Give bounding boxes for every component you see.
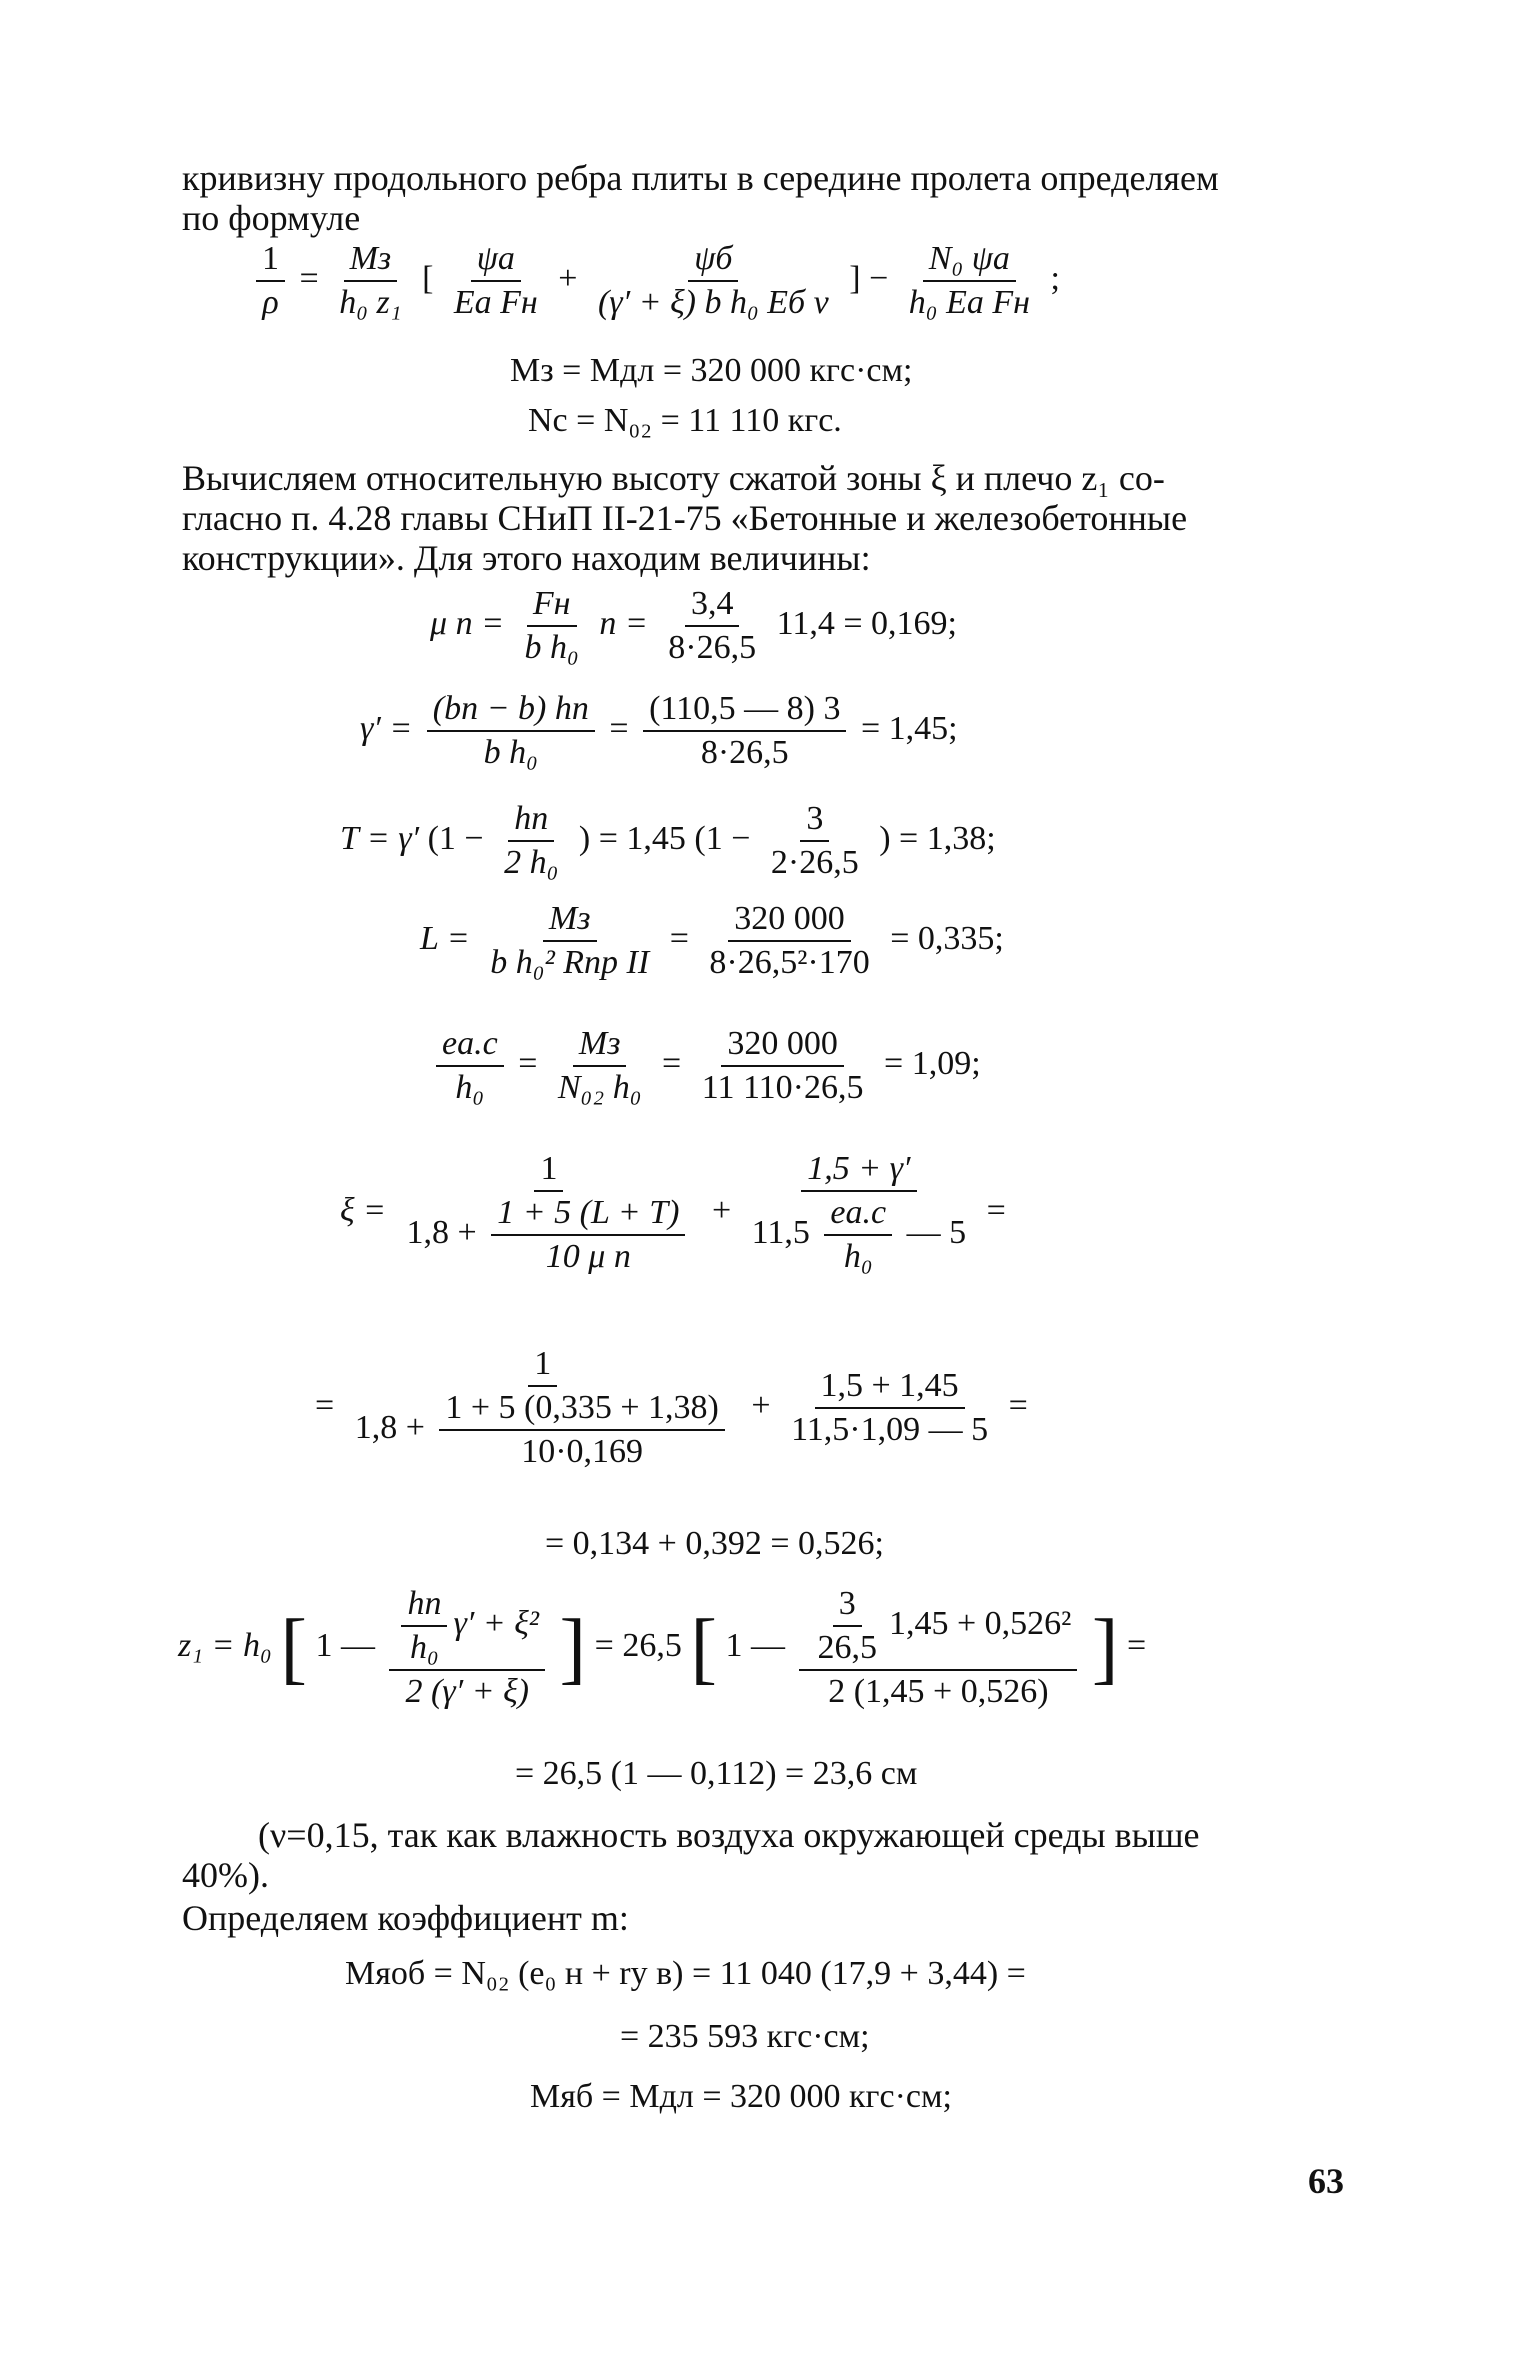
para3: Определяем коэффициент m: <box>182 1898 629 1938</box>
intro-line-2: по формуле <box>182 198 361 238</box>
eq-z1-result: = 26,5 (1 — 0,112) = 23,6 см <box>515 1755 918 1792</box>
eq-e: $\frac{eа.с}{\text{h₀}}$ = $\frac{Mз}{\text{N₀₂ h₀}}$ = $\frac{320 000}{11 110\cdot 26,5}$ = 1,09; <box>430 1025 981 1107</box>
eq-xi-numeric: = 1 1,8 + $\frac{1 + 5 (0,335 + 1,38)}{10\cdot 0,169}$ + $\frac{1,5 + 1,45}{11,5\cdot 1,09 — 5}$ = <box>315 1345 1028 1470</box>
note-line-2: 40%). <box>182 1855 269 1895</box>
eq-z1: z₁ = h₀ [ 1 — $\frac{hп}{\text{h₀}}$ γ′ + ξ² 2 (γ′ + ξ) ] = 26,5 [ 1 — $\frac{3}{26,5}$ 1,45 + 0,526² 2 (1,45 + 0,526) ] = <box>178 1585 1147 1710</box>
eq-moment: Mз = Mдл = 320 000 кгс·см; <box>510 352 913 389</box>
eq-xi: ξ = 1 1,8 + $\frac{1 + 5 (L + T)}{\text{10 μ n}}$ + 1,5 + γ′ 11,5 $\frac{eа.с}{\text{h₀}}$ — 5 = <box>340 1150 1006 1275</box>
page-number: 63 <box>1308 2161 1344 2201</box>
curvature-formula: $\frac{1}{\rho}$ = $\frac{Mз}{\text{h₀ z₁}}$ [ $\frac{\psi а}{\text{Eа Fн}}$ + $\frac{\psi б}{\text{(γ′ + ξ) b h₀ Eб ν}}$ ] − $\frac{\text{N₀ ψа}}{\text{h₀ Eа Fн}}$ ; <box>250 240 1060 322</box>
eq-xi-result: = 0,134 + 0,392 = 0,526; <box>545 1525 884 1562</box>
intro-line-1: кривизну продольного ребра плиты в середине пролета определяем <box>182 158 1219 198</box>
eq-T: T = γ′ (1 − $\frac{hп}{\text{2 h₀}}$ ) = 1,45 (1 − $\frac{3}{2\cdot 26,5}$ ) = 1,38; <box>340 800 996 881</box>
eq-M-ob: Mяоб = N₀₂ (e₀ н + ry в) = 11 040 (17,9 + 3,44) = <box>345 1955 1026 1992</box>
eq-M-ob-result: = 235 593 кгс·см; <box>620 2018 870 2055</box>
para2-line-1: Вычисляем относительную высоту сжатой зоны ξ и плечо z₁ со- <box>182 458 1165 498</box>
eq-gamma: γ′ = $\frac{(bп - b) hп}{\text{b h₀}}$ = $\frac{(110,5 — 8) 3}{8\cdot 26,5}$ = 1,45; <box>360 690 958 771</box>
para2-line-2: гласно п. 4.28 главы СНиП II-21-75 «Бетонные и железобетонные <box>182 498 1188 538</box>
eq-M-b: Mяб = Mдл = 320 000 кгс·см; <box>530 2078 952 2115</box>
para2-line-3: конструкции». Для этого находим величины: <box>182 538 871 578</box>
eq-L: L = $\frac{Mз}{\text{b h₀² Rпр II}}$ = $\frac{320 000}{\text{8·26,5²·170}}$ = 0,335; <box>420 900 1004 981</box>
eq-mu-n: μ n = $\frac{Fн}{\text{b h₀}}$ n = $\frac{3,4}{8\cdot 26,5}$ 11,4 = 0,169; <box>430 585 957 666</box>
note-line-1: (ν=0,15, так как влажность воздуха окружающей среды выше <box>258 1815 1200 1855</box>
eq-force: Nс = N₀₂ = 11 110 кгс. <box>528 402 842 439</box>
